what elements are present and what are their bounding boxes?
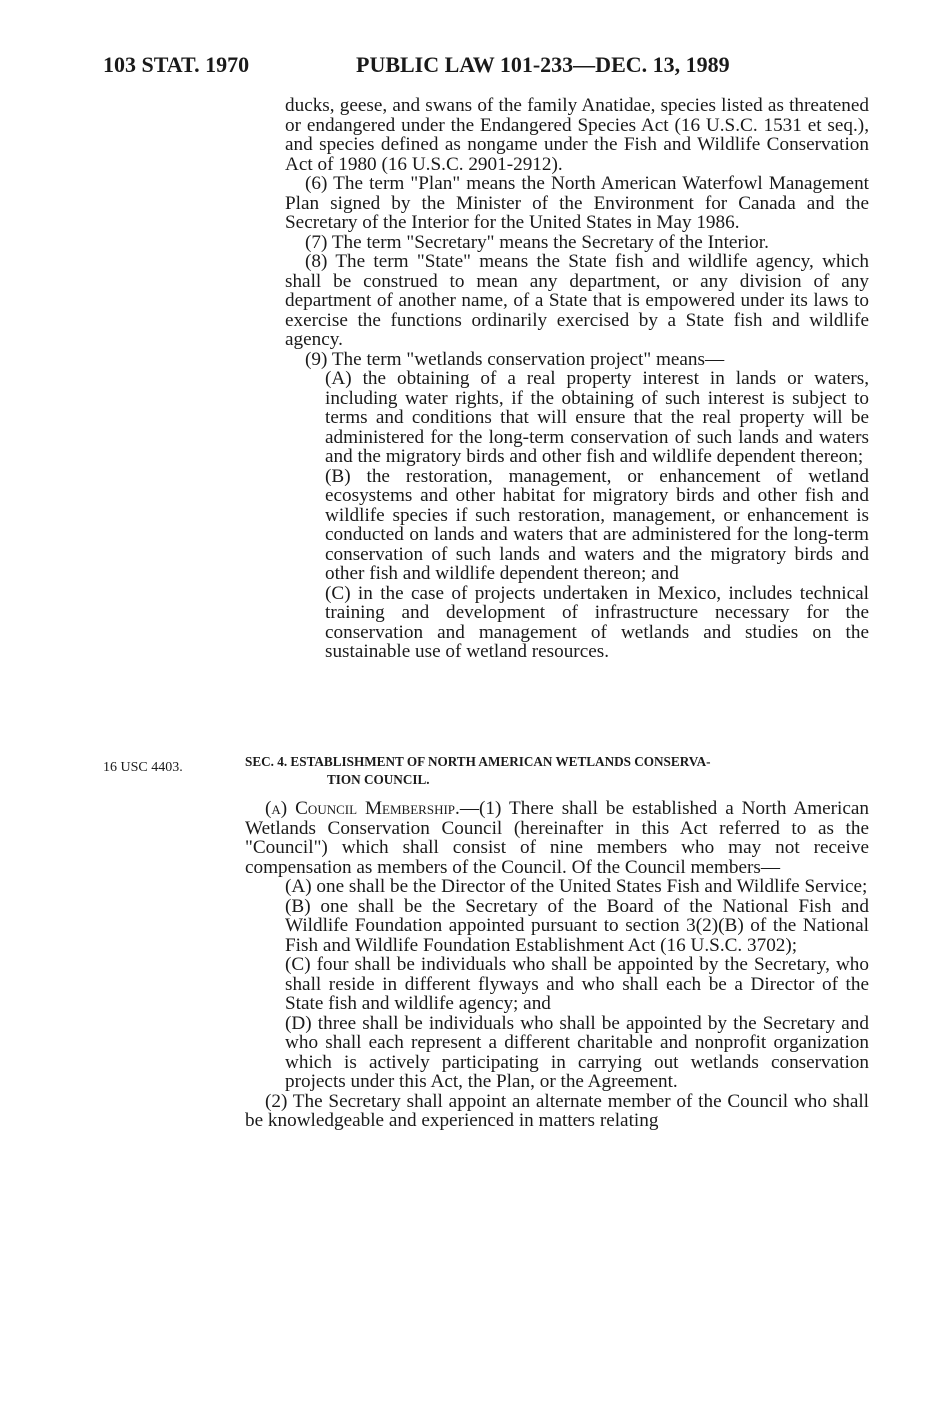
definition-9-item-a: (A) the obtaining of a real property interest in lands or waters, including water rights, if the obtaining of such interest is subject to terms and conditions that will ensure that the real property will be administered for the long-term conservation of such lands and waters and the migratory birds and other fish and wildlife dependent thereon; xyxy=(325,368,869,467)
subsection-a xyxy=(245,799,869,877)
definition-9-item-b: (B) the restoration, management, or enhancement of wetland ecosystems and other habitat for migratory birds and other fish and wildlife species if such restoration, management, or enhancement is conducted on lands and waters that are administered for the long-term conservation of such lands and waters and the migratory birds and other fish and wildlife dependent thereon; and xyxy=(325,465,869,584)
subsection-a-label: (a) Council Membership. xyxy=(265,798,460,819)
definition-6: (6) The term "Plan" means the North American Waterfowl Management Plan signed by the Minister of the Environment for Canada and the Secretary of the Interior for the United States in May 1986. xyxy=(285,173,869,233)
member-item-a: (A) one shall be the Director of the United States Fish and Wildlife Service; xyxy=(285,876,868,897)
stat-page-number: 103 STAT. 1970 xyxy=(103,52,250,77)
usc-margin-citation: 16 USC 4403. xyxy=(103,760,183,775)
council-membership-section xyxy=(245,799,869,1131)
definition-9-item-c: (C) in the case of projects undertaken in Mexico, includes technical training and development of infrastructure necessary for the conservation and management of wetlands and studies on the sustainable use of wetland resources. xyxy=(325,582,869,662)
page-header xyxy=(103,52,763,82)
section-heading-line-1: SEC. 4. ESTABLISHMENT OF NORTH AMERICAN WETLANDS CONSERVA- xyxy=(245,754,711,769)
definition-9: (9) The term "wetlands conservation project" means— xyxy=(305,348,725,370)
public-law-title: PUBLIC LAW 101-233—DEC. 13, 1989 xyxy=(356,52,730,77)
member-item-b: (B) one shall be the Secretary of the Board of the National Fish and Wildlife Foundation appointed pursuant to section 3(2)(B) of the National Fish and Wildlife Foundation Establishment Act (16 U.S.C. 3702); xyxy=(285,895,869,956)
member-item-d: (D) three shall be individuals who shall be appointed by the Secretary and who shall each represent a different charitable and nonprofit organization which is actively participating in carrying out wetlands conservation projects under this Act, the Plan, or the Agreement. xyxy=(285,1012,869,1092)
definition-8: (8) The term "State" means the State fish and wildlife agency, which shall be construed to mean any department, or any division of any department of another name, of a State that is empowered under its laws to exercise the functions ordinarily exercised by a State fish and wildlife agency. xyxy=(285,251,869,350)
subsection-a-text: —(1) There shall be established a North American Wetlands Conservation Council (hereinafter in this Act referred to as the "Council") which shall consist of nine members who may not receive compensation as members of the Council. Of the Council members— xyxy=(245,798,869,878)
paragraph-2: (2) The Secretary shall appoint an alternate member of the Council who shall be knowledgeable and experienced in matters relating xyxy=(245,1090,869,1131)
definitions-continued xyxy=(285,96,869,662)
member-item-c: (C) four shall be individuals who shall be appointed by the Secretary, who shall reside in different flyways and who shall each be a Director of the State fish and wildlife agency; and xyxy=(285,954,869,1014)
definition-7: (7) The term "Secretary" means the Secretary of the Interior. xyxy=(305,231,769,253)
definition-5-continuation: ducks, geese, and swans of the family Anatidae, species listed as threatened or endangered under the Endangered Species Act (16 U.S.C. 1531 et seq.), and species defined as nongame under the Fish and Wildlife Conservation Act of 1980 (16 U.S.C. 2901-2912). xyxy=(285,95,869,175)
section-heading-line-2: TION COUNCIL. xyxy=(327,772,430,787)
section-heading xyxy=(245,753,869,789)
